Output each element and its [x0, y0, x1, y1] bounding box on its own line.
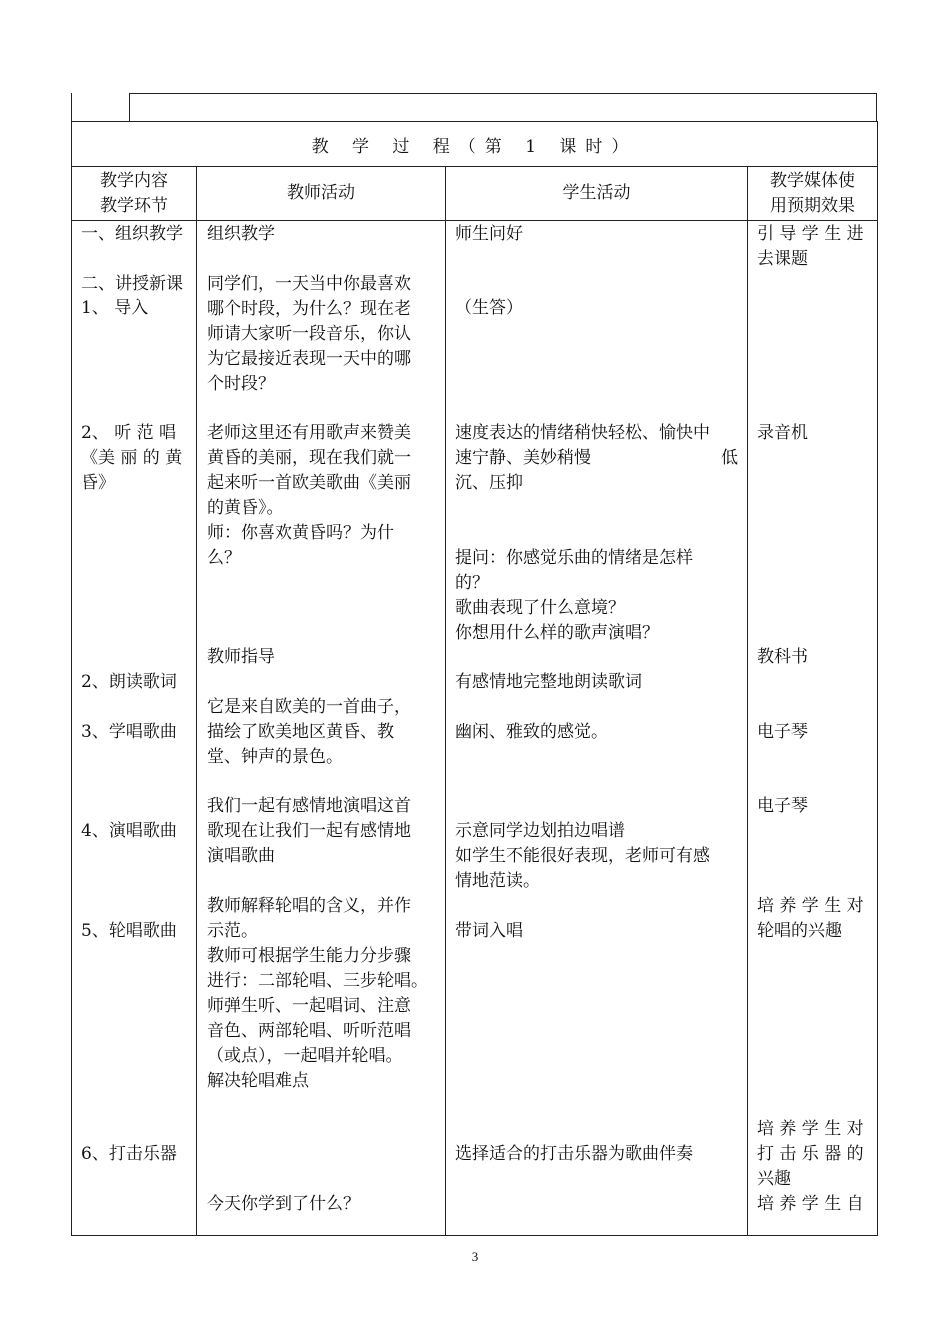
- teacher-text: 它是来自欧美的一首曲子，: [207, 697, 411, 717]
- student-text: 你想用什么样的歌声演唱？: [455, 623, 659, 643]
- stage-text: 3、学唱歌曲: [81, 722, 177, 742]
- teacher-text: 解决轮唱难点: [207, 1071, 309, 1091]
- teacher-text: 演唱歌曲: [207, 846, 275, 866]
- media-text: 引 导 学 生 进: [757, 224, 864, 244]
- media-text: 去课题: [757, 249, 808, 269]
- teacher-text: 音色、两部轮唱、听听范唱: [207, 1021, 411, 1041]
- media-text: 培 养 学 生 对: [757, 896, 864, 916]
- content-stage-column: [72, 221, 197, 1236]
- stage-text: 二、讲授新课: [81, 274, 183, 294]
- stage-text: 2、 听 范 唱: [81, 423, 177, 443]
- teacher-text: 教师指导: [207, 647, 275, 667]
- teacher-text: 组织教学: [207, 224, 275, 244]
- student-text: 师生问好: [455, 224, 523, 244]
- teacher-text: 黄昏的美丽，现在我们就一: [207, 448, 411, 468]
- media-effect-column: [748, 221, 878, 1236]
- stage-text: 1、 导入: [81, 298, 149, 318]
- student-text: （生答）: [455, 298, 523, 318]
- stage-text: 2、朗读歌词: [81, 672, 177, 692]
- media-text: 培 养 学 生 自: [757, 1194, 864, 1214]
- media-text: 录音机: [757, 423, 808, 443]
- student-text: 速度表达的情绪稍快轻松、愉快中: [455, 423, 710, 443]
- teacher-text: 教师解释轮唱的含义，并作: [207, 896, 411, 916]
- teacher-text: 教师可根据学生能力分步骤: [207, 946, 411, 966]
- student-text: 歌曲表现了什么意境？: [455, 598, 625, 618]
- teacher-text: 今天你学到了什么？: [207, 1194, 360, 1214]
- media-text: 兴趣: [757, 1169, 791, 1189]
- student-text: 沉、压抑: [455, 473, 523, 493]
- teacher-text: 歌现在让我们一起有感情地: [207, 821, 411, 841]
- teacher-text: （或点），一起唱并轮唱。: [207, 1046, 403, 1066]
- media-text: 打 击 乐 器 的: [757, 1144, 864, 1164]
- teacher-text: 为它最接近表现一天中的哪: [207, 349, 411, 369]
- header-teacher-activity: 教师活动: [197, 167, 446, 221]
- lesson-process-table: [71, 121, 878, 1236]
- stage-text: 昏》: [81, 473, 115, 493]
- student-text: 如学生不能很好表现，老师可有感: [455, 846, 710, 866]
- teacher-text: 示范。: [207, 921, 258, 941]
- media-text: 培 养 学 生 对: [757, 1119, 864, 1139]
- student-text: 提问：你感觉乐曲的情绪是怎样: [455, 548, 693, 568]
- student-text: 速宁静、美妙稍慢: [455, 448, 591, 468]
- teacher-text: 老师这里还有用歌声来赞美: [207, 423, 411, 443]
- table-top-stub: [71, 93, 877, 121]
- student-text: 幽闲、雅致的感觉。: [455, 722, 608, 742]
- media-text: 轮唱的兴趣: [757, 921, 842, 941]
- teacher-activity-column: [197, 221, 446, 1236]
- header-content-stage: 教学内容 教学环节: [72, 167, 197, 221]
- stage-text: 一、组织教学: [81, 224, 183, 244]
- page-number: 3: [471, 1249, 479, 1264]
- teacher-text: 师：你喜欢黄昏吗？为什: [207, 523, 394, 543]
- student-text: 的？: [455, 573, 489, 593]
- teacher-text: 师弹生听、一起唱词、注意: [207, 996, 411, 1016]
- header-student-activity: 学生活动: [446, 167, 748, 221]
- stage-text: 6、打击乐器: [81, 1144, 177, 1164]
- student-text: 低: [721, 448, 738, 468]
- teacher-text: 堂、钟声的景色。: [207, 747, 343, 767]
- teacher-text: 起来听一首欧美歌曲《美丽: [207, 473, 411, 493]
- student-text: 示意同学边划拍边唱谱: [455, 821, 625, 841]
- student-text: 有感情地完整地朗读歌词: [455, 672, 642, 692]
- stage-text: 4、演唱歌曲: [81, 821, 177, 841]
- student-activity-column: [446, 221, 748, 1236]
- student-text: 带词入唱: [455, 921, 523, 941]
- teacher-text: 么？: [207, 548, 241, 568]
- teacher-text: 的黄昏》。: [207, 498, 284, 518]
- media-text: 教科书: [757, 647, 808, 667]
- stage-text: 5、轮唱歌曲: [81, 921, 177, 941]
- teacher-text: 师请大家听一段音乐，你认: [207, 324, 411, 344]
- stage-text: 《美 丽 的 黄: [81, 448, 183, 468]
- teacher-text: 我们一起有感情地演唱这首: [207, 796, 411, 816]
- student-text: 选择适合的打击乐器为歌曲伴奏: [455, 1144, 693, 1164]
- student-text: 情地范读。: [455, 871, 540, 891]
- teacher-text: 哪个时段，为什么？现在老: [207, 299, 411, 319]
- teacher-text: 描绘了欧美地区黄昏、教: [207, 722, 394, 742]
- teacher-text: 个时段？: [207, 374, 275, 394]
- media-text: 电子琴: [757, 796, 808, 816]
- header-media-effect: 教学媒体使 用预期效果: [748, 167, 878, 221]
- media-text: 电子琴: [757, 722, 808, 742]
- table-title: 教 学 过 程（第 1 课时）: [72, 122, 878, 167]
- teacher-text: 同学们，一天当中你最喜欢: [207, 274, 411, 294]
- teacher-text: 进行：二部轮唱、三步轮唱。: [207, 971, 428, 991]
